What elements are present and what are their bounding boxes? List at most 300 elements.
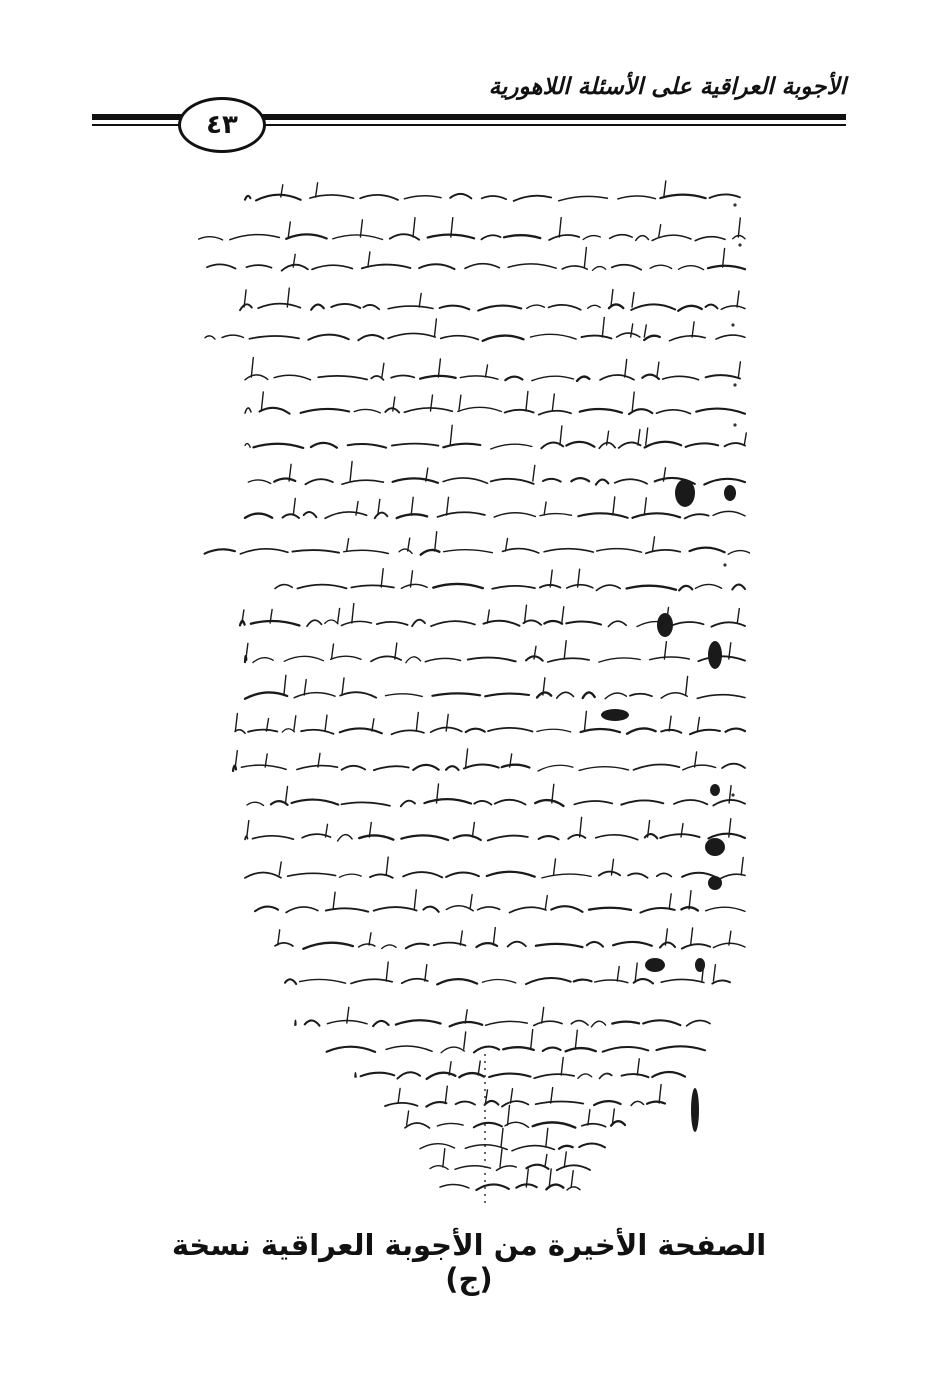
ink-stroke xyxy=(274,375,310,380)
ink-stroke xyxy=(538,765,573,771)
ink-stroke xyxy=(245,692,287,698)
ink-stroke xyxy=(673,622,704,625)
ink-stroke xyxy=(706,375,740,378)
ink-stroke xyxy=(413,765,439,770)
ink-stroke xyxy=(574,801,612,804)
ink-stroke xyxy=(488,836,528,841)
ink-stroke xyxy=(596,835,638,840)
ink-ascender xyxy=(246,643,248,659)
ink-stroke xyxy=(508,942,526,947)
ink-stroke xyxy=(339,874,361,877)
ink-stroke xyxy=(630,694,652,696)
ink-stroke xyxy=(286,234,327,238)
ink-stroke xyxy=(627,586,676,590)
ink-ascender xyxy=(368,252,370,267)
ink-stroke xyxy=(301,409,350,413)
guide-dot xyxy=(484,1131,486,1133)
ink-stroke xyxy=(536,1102,584,1105)
ink-ascender xyxy=(695,752,697,767)
ink-stroke xyxy=(599,872,620,876)
ink-stroke xyxy=(487,872,535,877)
ink-ascender xyxy=(398,1089,400,1104)
ink-ascender xyxy=(564,641,566,659)
ink-stroke xyxy=(245,872,281,877)
ink-stroke xyxy=(230,235,280,240)
ink-stroke xyxy=(537,729,571,732)
ink-stroke xyxy=(254,444,304,448)
ink-ascender xyxy=(659,225,661,237)
ink-stroke xyxy=(438,512,485,517)
ink-stroke xyxy=(600,375,634,380)
ink-stroke xyxy=(613,942,652,946)
ink-stroke xyxy=(385,1103,418,1106)
ink-ascender xyxy=(464,1032,466,1049)
ink-ascender xyxy=(602,317,604,337)
margin-speck xyxy=(733,203,736,206)
ink-stroke xyxy=(327,1047,376,1052)
ink-stroke xyxy=(397,1072,420,1078)
ink-stroke xyxy=(580,409,622,413)
ink-ascender xyxy=(381,569,383,587)
ink-ascender xyxy=(632,392,634,411)
ink-stroke xyxy=(458,407,502,411)
ink-stroke xyxy=(446,873,479,877)
ink-stroke xyxy=(603,1047,649,1052)
ink-stroke xyxy=(405,1123,430,1128)
ink-stroke xyxy=(567,1187,580,1190)
ink-stroke xyxy=(256,195,301,201)
ink-ascender xyxy=(235,751,237,767)
ink-stroke xyxy=(485,1101,499,1105)
ink-stroke xyxy=(503,549,539,553)
ink-stroke xyxy=(716,335,745,339)
ink-stroke xyxy=(596,480,608,485)
ink-blot xyxy=(691,1088,699,1132)
ink-stroke xyxy=(712,980,730,983)
page-number: ٤٣ xyxy=(178,97,266,153)
ink-stroke xyxy=(539,836,559,839)
ink-stroke xyxy=(427,1073,456,1079)
figure-caption: الصفحة الأخيرة من الأجوبة العراقية نسخة (ج) xyxy=(171,1228,767,1296)
ink-stroke xyxy=(246,265,271,268)
ink-blot xyxy=(724,485,736,501)
ink-stroke xyxy=(532,376,574,381)
ink-ascender xyxy=(486,365,488,377)
ink-stroke xyxy=(566,1048,596,1051)
ink-stroke xyxy=(678,306,702,311)
ink-stroke xyxy=(566,621,601,624)
ink-stroke xyxy=(582,336,612,339)
ink-stroke xyxy=(474,1047,499,1053)
ink-stroke xyxy=(392,730,424,734)
ink-ascender xyxy=(446,714,448,731)
ink-stroke xyxy=(709,194,740,198)
ink-stroke xyxy=(308,335,349,340)
ink-stroke xyxy=(393,478,438,483)
ink-stroke xyxy=(460,376,498,379)
ink-stroke xyxy=(325,512,367,518)
ink-stroke xyxy=(399,549,412,553)
ink-ascender xyxy=(459,395,461,411)
ink-stroke xyxy=(421,550,440,555)
ink-ascender xyxy=(533,465,535,481)
ink-ascender xyxy=(552,394,554,411)
ink-stroke xyxy=(567,585,593,588)
ink-ascender xyxy=(625,359,627,377)
ink-stroke xyxy=(275,585,292,589)
ink-stroke xyxy=(304,512,317,517)
guide-dot xyxy=(484,1110,486,1112)
ink-ascender xyxy=(261,392,263,411)
ink-stroke xyxy=(587,942,603,947)
ink-stroke xyxy=(404,196,441,199)
ink-stroke xyxy=(548,658,590,662)
ink-stroke xyxy=(708,266,745,269)
ink-stroke xyxy=(406,657,421,663)
ink-stroke xyxy=(240,304,252,310)
ink-stroke xyxy=(670,336,706,341)
ink-stroke xyxy=(260,408,290,414)
ink-stroke xyxy=(608,621,626,626)
ink-stroke xyxy=(551,906,582,912)
ink-ascender xyxy=(564,1152,566,1167)
ink-stroke xyxy=(390,234,419,240)
ink-ascender xyxy=(559,218,561,237)
margin-speck xyxy=(731,323,734,326)
ink-stroke xyxy=(644,336,660,340)
ink-ascender xyxy=(416,713,418,732)
ink-ascender xyxy=(580,817,582,837)
ink-stroke xyxy=(374,766,409,770)
ink-stroke xyxy=(652,1072,685,1077)
ink-stroke xyxy=(557,692,574,698)
ink-ascender xyxy=(447,497,449,515)
ink-stroke xyxy=(486,1021,528,1025)
ink-stroke xyxy=(362,265,411,269)
ink-ascender xyxy=(575,1030,577,1049)
ink-stroke xyxy=(704,479,745,485)
ink-stroke xyxy=(423,907,438,912)
ink-ascender xyxy=(632,293,634,308)
ink-stroke xyxy=(245,375,268,380)
ink-stroke xyxy=(559,196,608,200)
ink-blot xyxy=(645,958,665,972)
guide-dot xyxy=(484,1082,486,1084)
ink-ascender xyxy=(460,931,462,945)
ink-stroke xyxy=(284,656,323,661)
ink-stroke xyxy=(338,835,353,841)
ink-stroke xyxy=(510,907,547,912)
ink-ascender xyxy=(638,430,640,445)
ink-stroke xyxy=(588,305,601,308)
ink-stroke xyxy=(207,264,236,268)
ink-ascender xyxy=(546,1128,548,1147)
ink-stroke xyxy=(441,1047,464,1053)
ink-stroke xyxy=(401,584,427,588)
ink-ascender xyxy=(352,604,354,623)
ink-stroke xyxy=(708,834,745,839)
ink-ascender xyxy=(382,363,384,377)
ink-stroke xyxy=(725,443,746,446)
ink-stroke xyxy=(660,195,705,199)
ink-stroke xyxy=(433,584,483,588)
ink-stroke xyxy=(465,264,499,269)
ink-ascender xyxy=(613,497,615,515)
ink-stroke xyxy=(359,944,375,947)
ink-stroke xyxy=(571,478,589,481)
ink-ascender xyxy=(425,965,427,981)
guide-dot xyxy=(484,1124,486,1126)
manuscript-handwriting-image xyxy=(185,175,750,1205)
ink-stroke xyxy=(311,443,337,448)
ink-stroke xyxy=(247,802,264,805)
ink-stroke xyxy=(340,728,382,733)
ink-stroke xyxy=(373,1021,389,1026)
ink-stroke xyxy=(283,514,300,518)
ink-stroke xyxy=(412,620,425,626)
ink-ascender xyxy=(697,717,699,731)
ink-ascender xyxy=(723,248,725,267)
ink-stroke xyxy=(444,550,493,553)
ink-ascender xyxy=(744,433,746,445)
ink-stroke xyxy=(370,874,393,877)
ink-ascender xyxy=(286,787,288,804)
ink-stroke xyxy=(205,336,215,339)
ink-stroke xyxy=(311,305,324,310)
ink-ascender xyxy=(542,1007,544,1023)
ink-stroke xyxy=(597,549,642,553)
ink-stroke xyxy=(245,408,251,413)
ink-stroke xyxy=(721,306,745,309)
ink-stroke xyxy=(295,1020,296,1025)
ink-stroke xyxy=(478,907,500,910)
ink-stroke xyxy=(303,943,353,949)
ink-ascender xyxy=(438,359,440,377)
ink-stroke xyxy=(474,1123,502,1127)
ink-stroke xyxy=(544,621,562,624)
guide-dot xyxy=(484,1096,486,1098)
ink-ascender xyxy=(235,714,237,732)
ink-stroke xyxy=(583,236,600,240)
ink-stroke xyxy=(726,729,746,732)
ink-stroke xyxy=(589,908,631,910)
margin-speck xyxy=(723,563,726,566)
ink-stroke xyxy=(534,1074,574,1078)
ink-ascender xyxy=(434,319,436,337)
ink-ascender xyxy=(554,859,556,875)
ink-stroke xyxy=(634,764,680,769)
ink-stroke xyxy=(599,658,641,662)
ink-ascender xyxy=(664,181,666,197)
ink-stroke xyxy=(325,620,338,624)
ink-stroke xyxy=(403,872,442,877)
ink-stroke xyxy=(695,584,721,588)
ink-stroke xyxy=(484,621,520,626)
ink-ascender xyxy=(737,291,739,307)
guide-dot xyxy=(484,1117,486,1119)
ink-stroke xyxy=(581,729,620,732)
ink-stroke xyxy=(331,656,361,659)
ink-stroke xyxy=(430,1166,448,1170)
ink-stroke xyxy=(361,1073,395,1077)
ink-stroke xyxy=(371,656,401,661)
ink-stroke xyxy=(404,408,452,412)
ink-stroke xyxy=(363,305,379,309)
guide-dot xyxy=(484,1166,486,1168)
ink-stroke xyxy=(690,730,720,734)
guide-dot xyxy=(484,1152,486,1154)
ink-stroke xyxy=(634,979,653,983)
ink-stroke xyxy=(489,1074,530,1077)
ink-ascender xyxy=(646,428,648,445)
ink-ascender xyxy=(478,1061,480,1075)
ink-stroke xyxy=(539,411,571,415)
ink-ascender xyxy=(584,247,586,267)
ink-ascender xyxy=(669,716,671,731)
ink-stroke xyxy=(660,942,675,947)
guide-dot xyxy=(484,1068,486,1070)
guide-dot xyxy=(484,1138,486,1140)
ink-stroke xyxy=(600,1074,612,1079)
ink-ascender xyxy=(304,680,306,695)
ink-stroke xyxy=(505,410,534,413)
ink-stroke xyxy=(631,304,675,310)
ink-stroke xyxy=(593,267,606,271)
ink-stroke xyxy=(478,306,521,311)
ink-stroke xyxy=(318,376,367,380)
ink-ascender xyxy=(338,608,340,623)
ink-stroke xyxy=(481,235,500,239)
ink-stroke xyxy=(502,1101,528,1106)
ink-stroke xyxy=(679,266,704,270)
ink-stroke xyxy=(661,730,681,733)
ink-stroke xyxy=(562,266,587,269)
ink-stroke xyxy=(492,586,535,589)
ink-ascender xyxy=(657,362,659,377)
ink-stroke xyxy=(621,800,663,804)
ink-ascender xyxy=(588,1110,590,1125)
ink-stroke xyxy=(241,765,286,769)
ink-stroke xyxy=(446,766,459,770)
ink-stroke xyxy=(568,835,585,839)
ink-stroke xyxy=(248,480,270,484)
ink-stroke xyxy=(661,979,704,982)
ink-stroke xyxy=(559,1146,573,1149)
ink-ascender xyxy=(279,862,281,875)
ink-ascender xyxy=(247,821,249,837)
ink-ascender xyxy=(508,1105,510,1125)
ink-stroke xyxy=(544,549,593,552)
ink-stroke xyxy=(645,442,682,448)
ink-stroke xyxy=(647,1102,665,1104)
ink-blot xyxy=(601,709,629,721)
ink-stroke xyxy=(713,511,745,516)
ink-stroke xyxy=(633,513,681,517)
ink-ascender xyxy=(738,362,740,377)
ink-stroke xyxy=(682,944,710,948)
ink-stroke xyxy=(437,1123,463,1125)
ink-ascender xyxy=(369,933,371,945)
ink-ascender xyxy=(395,643,397,659)
ink-ascender xyxy=(443,1149,445,1167)
ink-stroke xyxy=(401,835,448,840)
ink-stroke xyxy=(396,1020,441,1024)
ink-stroke xyxy=(645,834,658,838)
ink-stroke xyxy=(331,304,360,308)
ink-stroke xyxy=(495,800,526,805)
guide-dot xyxy=(484,1159,486,1161)
ink-stroke xyxy=(437,979,477,984)
ink-stroke xyxy=(432,693,480,695)
ink-stroke xyxy=(618,196,656,199)
ink-stroke xyxy=(697,695,745,699)
ink-stroke xyxy=(557,1165,590,1170)
ink-stroke xyxy=(579,767,628,771)
ink-stroke xyxy=(424,799,471,803)
ink-stroke xyxy=(342,766,366,770)
ink-stroke xyxy=(292,800,339,805)
ink-ascender xyxy=(407,1111,409,1125)
ink-stroke xyxy=(359,835,393,839)
ink-ascender xyxy=(560,426,562,445)
ink-stroke xyxy=(305,479,332,484)
ink-ascender xyxy=(669,894,671,909)
ink-stroke xyxy=(406,944,429,949)
ink-stroke xyxy=(282,265,308,271)
ink-ascender xyxy=(549,1169,551,1187)
ink-ascender xyxy=(347,539,349,551)
ink-stroke xyxy=(282,729,294,732)
ink-ascender xyxy=(470,895,472,909)
ink-ascender xyxy=(644,325,646,337)
ink-stroke xyxy=(288,873,336,876)
ink-ascender xyxy=(472,822,474,837)
ink-ascender xyxy=(644,498,646,515)
ink-stroke xyxy=(514,196,552,201)
ink-blot xyxy=(657,613,673,637)
ink-stroke xyxy=(505,1122,529,1127)
ink-ascender xyxy=(333,892,335,909)
ink-stroke xyxy=(646,550,681,553)
ink-stroke xyxy=(488,728,532,732)
ink-stroke xyxy=(240,549,288,554)
ink-blot xyxy=(710,784,720,796)
ink-ascender xyxy=(278,930,280,945)
ink-stroke xyxy=(722,764,745,768)
ink-stroke xyxy=(612,265,641,270)
ink-stroke xyxy=(466,729,485,732)
ink-stroke xyxy=(595,980,628,983)
ink-stroke xyxy=(301,730,333,734)
ink-stroke xyxy=(494,513,535,517)
ink-stroke xyxy=(617,333,640,337)
ink-ascender xyxy=(691,928,693,945)
ink-stroke xyxy=(235,730,245,734)
ink-stroke xyxy=(527,305,545,308)
ink-stroke xyxy=(294,693,335,698)
ink-blot xyxy=(708,641,722,669)
ink-stroke xyxy=(526,978,571,984)
running-title: الأجوبة العراقية على الأسئلة اللاهورية xyxy=(488,74,846,100)
ink-ascender xyxy=(450,425,452,445)
ink-stroke xyxy=(248,730,277,732)
ink-blot xyxy=(705,838,725,856)
ink-stroke xyxy=(571,1021,588,1026)
ink-stroke xyxy=(354,409,380,412)
ink-stroke xyxy=(401,801,415,807)
ink-stroke xyxy=(388,306,433,309)
ink-stroke xyxy=(610,235,633,239)
